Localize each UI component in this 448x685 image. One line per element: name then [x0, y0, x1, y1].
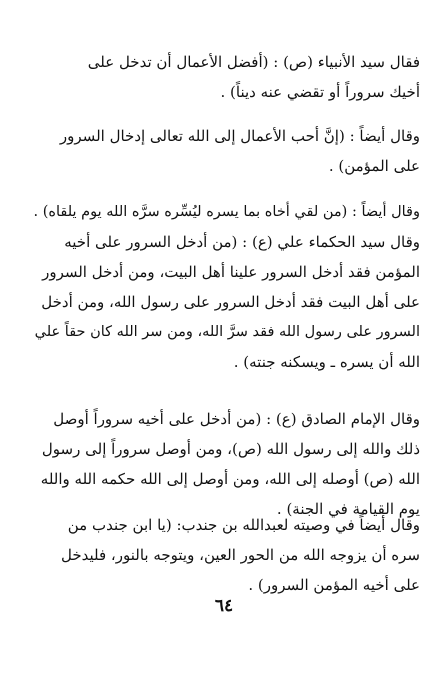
paragraph-prophet-saying: [32, 47, 420, 107]
text-line: وقال سيد الحكماء علي (ع) : (من أدخل السرور على أخيه: [64, 233, 420, 251]
text-line: وقال الإمام الصادق (ع) : (من أدخل على أخيه سروراً أوصل: [53, 410, 420, 428]
paragraph-jundab-advice: [32, 510, 420, 600]
text-line: سره أن يزوجه الله من الحور العين، ويتوجه بالنور، فليدخل: [60, 546, 420, 564]
text-line: على أخيه المؤمن السرور) .: [248, 576, 420, 594]
paragraph-ali-saying: [32, 197, 420, 377]
text-line: فقال سيد الأنبياء (ص) : (أفضل الأعمال أن تدخل على: [87, 53, 420, 71]
text-line: ذلك والله إلى رسول الله (ص)، ومن أوصل سروراً إلى رسول: [41, 440, 420, 458]
text-line: السرور على رسول الله فقد سرَّ الله، ومن سر الله كان حقاً علي: [34, 324, 420, 340]
text-line: وقال أيضاً : (من لقي أخاه بما يسره ليُسِّره سرَّه الله يوم يلقاه) .: [33, 204, 420, 220]
text-line: أخيك سروراً أو تقضي عنه ديناً) .: [220, 83, 420, 101]
text-line: وقال أيضاً في وصيته لعبدالله بن جندب: (يا ابن جندب من: [67, 516, 420, 534]
text-line: يوم القيامة في الجنة) .: [276, 500, 420, 518]
paragraph-best-deeds: [32, 121, 420, 181]
text-line: المؤمن فقد أدخل السرور علينا أهل البيت، ومن أدخل السرور: [42, 263, 420, 281]
text-line: على المؤمن) .: [328, 157, 420, 175]
text-line: الله (ص) أوصله إلى الله، ومن أوصل إلى الله حكمه الله والله: [40, 470, 420, 488]
text-line: على أهل البيت فقد أدخل السرور على رسول الله، ومن أدخل: [41, 293, 420, 311]
text-line: الله أن يسره ـ ويسكنه جنته) .: [233, 353, 420, 371]
paragraph-sadiq-saying: [32, 404, 420, 524]
page-number: ٦٤: [214, 596, 234, 616]
text-line: وقال أيضاً : (إنَّ أحب الأعمال إلى الله تعالى إدخال السرور: [59, 127, 420, 145]
